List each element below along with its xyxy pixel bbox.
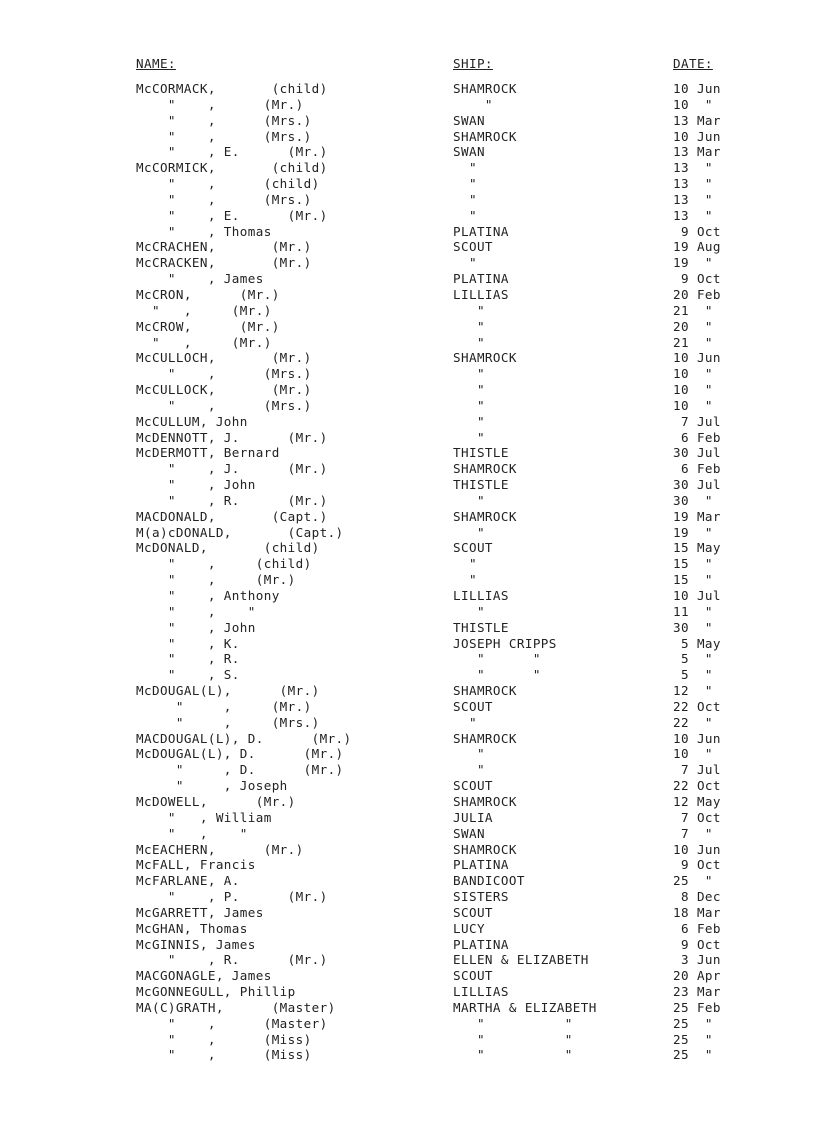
- table-row: [136, 335, 736, 351]
- ship-cell: BANDICOOT: [453, 873, 525, 889]
- table-row: [136, 461, 736, 477]
- date-cell: 8 Dec: [673, 889, 721, 905]
- table-row: [136, 794, 736, 810]
- name-cell: " , P. (Mr.): [136, 889, 328, 905]
- table-row: [136, 572, 736, 588]
- name-cell: MACDONALD, (Capt.): [136, 508, 328, 524]
- date-cell: 25 ": [673, 1047, 713, 1063]
- name-cell: " , John: [136, 619, 256, 635]
- date-cell: 10 Jul: [673, 588, 721, 603]
- name-cell: MA(C)GRATH, (Master): [136, 999, 336, 1015]
- date-cell: 18 Mar: [673, 904, 721, 920]
- table-row: [136, 1047, 736, 1063]
- name-cell: " , (Mr.): [136, 302, 272, 318]
- ship-cell: PLATINA: [453, 271, 509, 287]
- name-cell: " , (Mr.): [136, 572, 296, 588]
- name-cell: " , Anthony: [136, 588, 280, 603]
- ship-cell: ": [453, 176, 477, 192]
- table-row: [136, 604, 736, 620]
- ship-cell: SWAN: [453, 144, 485, 160]
- table-row: [136, 414, 736, 430]
- name-cell: M(a)cDONALD, (Capt.): [136, 524, 344, 540]
- name-cell: " , (Mrs.): [136, 191, 312, 207]
- table-row: [136, 636, 736, 652]
- date-cell: 30 ": [673, 492, 713, 508]
- name-cell: McFALL, Francis: [136, 857, 256, 873]
- table-row: [136, 319, 736, 335]
- name-cell: " , ": [136, 603, 256, 619]
- name-cell: McCORMACK, (child): [136, 81, 328, 96]
- date-cell: 11 ": [673, 603, 713, 619]
- table-row: [136, 905, 736, 921]
- table-row: [136, 683, 736, 699]
- table-row: [136, 208, 736, 224]
- ship-cell: ": [453, 96, 493, 112]
- ship-cell: JULIA: [453, 809, 493, 825]
- table-row: [136, 192, 736, 208]
- ship-cell: " ": [453, 1015, 573, 1031]
- ship-cell: PLATINA: [453, 223, 509, 239]
- ship-cell: MARTHA & ELIZABETH: [453, 999, 597, 1015]
- ship-cell: SCOUT: [453, 778, 493, 794]
- date-cell: 7 Jul: [673, 413, 721, 429]
- name-cell: " , (Mrs.): [136, 714, 320, 730]
- date-cell: 19 Aug: [673, 239, 721, 255]
- ship-cell: ": [453, 556, 477, 572]
- ship-cell: ": [453, 746, 485, 762]
- table-row: [136, 350, 736, 366]
- ship-cell: ": [453, 191, 477, 207]
- date-cell: 7 Oct: [673, 809, 721, 825]
- ship-cell: PLATINA: [453, 857, 509, 873]
- name-cell: McGINNIS, James: [136, 936, 256, 952]
- table-body: [136, 81, 736, 1063]
- ship-cell: THISTLE: [453, 619, 509, 635]
- date-cell: 13 ": [673, 160, 713, 176]
- name-cell: " , J. (Mr.): [136, 461, 328, 477]
- table-row: [136, 113, 736, 129]
- date-cell: 25 ": [673, 1031, 713, 1047]
- ship-cell: THISTLE: [453, 477, 509, 493]
- name-cell: McCULLUM, John: [136, 413, 248, 429]
- name-cell: " , D. (Mr.): [136, 762, 344, 778]
- name-cell: " , (Miss): [136, 1031, 312, 1047]
- ship-cell: SHAMROCK: [453, 350, 517, 366]
- table-row: [136, 540, 736, 556]
- ship-cell: SHAMROCK: [453, 508, 517, 524]
- ship-cell: JOSEPH CRIPPS: [453, 635, 557, 651]
- ship-cell: " ": [453, 1031, 573, 1047]
- table-row: [136, 239, 736, 255]
- ship-cell: SHAMROCK: [453, 81, 517, 96]
- date-cell: 23 Mar: [673, 984, 721, 1000]
- name-cell: " , (Mr.): [136, 96, 304, 112]
- ship-cell: ELLEN & ELIZABETH: [453, 952, 589, 968]
- name-cell: " , R. (Mr.): [136, 492, 328, 508]
- date-cell: 7 Jul: [673, 762, 721, 778]
- ship-cell: ": [453, 429, 485, 445]
- name-header: NAME:: [136, 56, 176, 71]
- table-row: [136, 271, 736, 287]
- name-cell: " , R. (Mr.): [136, 952, 328, 968]
- name-cell: " , (Mrs.): [136, 366, 312, 382]
- ship-cell: LUCY: [453, 920, 485, 936]
- table-row: [136, 509, 736, 525]
- table-row: [136, 129, 736, 145]
- date-cell: 22 Oct: [673, 778, 721, 794]
- table-row: [136, 398, 736, 414]
- date-cell: 19 Mar: [673, 508, 721, 524]
- ship-cell: ": [453, 207, 477, 223]
- name-cell: " , K.: [136, 635, 240, 651]
- ship-cell: THISTLE: [453, 445, 509, 461]
- ship-cell: ": [453, 762, 485, 778]
- table-row: [136, 826, 736, 842]
- date-cell: 9 Oct: [673, 271, 721, 287]
- name-cell: " , ": [136, 825, 248, 841]
- date-cell: 25 ": [673, 873, 713, 889]
- table-row: [136, 1000, 736, 1016]
- table-row: [136, 921, 736, 937]
- name-cell: " , Thomas: [136, 223, 272, 239]
- table-row: [136, 525, 736, 541]
- name-cell: " , (Mrs.): [136, 112, 312, 128]
- table-row: [136, 1016, 736, 1032]
- date-cell: 30 ": [673, 619, 713, 635]
- date-cell: 30 Jul: [673, 445, 721, 461]
- date-cell: 15 ": [673, 556, 713, 572]
- ship-cell: PLATINA: [453, 936, 509, 952]
- date-cell: 12 May: [673, 793, 721, 809]
- table-row: [136, 715, 736, 731]
- name-cell: McDOWELL, (Mr.): [136, 793, 296, 809]
- ship-cell: LILLIAS: [453, 588, 509, 603]
- name-cell: McGARRETT, James: [136, 904, 264, 920]
- table-row: [136, 224, 736, 240]
- date-cell: 7 ": [673, 825, 713, 841]
- name-cell: McDONALD, (child): [136, 540, 320, 556]
- table-row: [136, 160, 736, 176]
- table-row: [136, 556, 736, 572]
- name-cell: MACDOUGAL(L), D. (Mr.): [136, 730, 352, 746]
- ship-cell: SHAMROCK: [453, 128, 517, 144]
- date-cell: 21 ": [673, 334, 713, 350]
- name-cell: McDOUGAL(L), D. (Mr.): [136, 746, 344, 762]
- date-cell: 13 ": [673, 207, 713, 223]
- ship-cell: ": [453, 524, 485, 540]
- date-cell: 15 May: [673, 540, 721, 556]
- table-row: [136, 746, 736, 762]
- name-cell: McGHAN, Thomas: [136, 920, 248, 936]
- table-row: [136, 97, 736, 113]
- name-cell: McEACHERN, (Mr.): [136, 841, 304, 857]
- date-cell: 20 Apr: [673, 968, 721, 984]
- ship-cell: SCOUT: [453, 540, 493, 556]
- name-cell: " , (child): [136, 556, 312, 572]
- date-cell: 15 ": [673, 572, 713, 588]
- date-cell: 13 ": [673, 176, 713, 192]
- ship-cell: " ": [453, 667, 541, 683]
- ship-cell: ": [453, 714, 477, 730]
- table-row: [136, 762, 736, 778]
- name-cell: McCRON, (Mr.): [136, 286, 280, 302]
- table-row: [136, 255, 736, 271]
- ship-cell: ": [453, 603, 485, 619]
- date-cell: 10 Jun: [673, 350, 721, 366]
- table-row: [136, 857, 736, 873]
- name-cell: McFARLANE, A.: [136, 873, 240, 889]
- ship-cell: LILLIAS: [453, 984, 509, 1000]
- date-cell: 10 ": [673, 366, 713, 382]
- date-cell: 5 ": [673, 651, 713, 667]
- name-cell: " , R.: [136, 651, 240, 667]
- ship-cell: SHAMROCK: [453, 841, 517, 857]
- table-row: [136, 778, 736, 794]
- ship-cell: LILLIAS: [453, 286, 509, 302]
- name-cell: " , (Mr.): [136, 334, 272, 350]
- date-cell: 13 ": [673, 191, 713, 207]
- table-row: [136, 889, 736, 905]
- date-cell: 22 ": [673, 714, 713, 730]
- date-header: DATE:: [673, 56, 713, 71]
- table-row: [136, 1032, 736, 1048]
- date-cell: 19 ": [673, 255, 713, 271]
- date-cell: 9 Oct: [673, 936, 721, 952]
- name-cell: " , E. (Mr.): [136, 144, 328, 160]
- ship-cell: SHAMROCK: [453, 730, 517, 746]
- table-row: [136, 731, 736, 747]
- name-cell: " , (child): [136, 176, 320, 192]
- ship-cell: ": [453, 334, 485, 350]
- ship-cell: " ": [453, 651, 541, 667]
- name-cell: McDERMOTT, Bernard: [136, 445, 280, 461]
- ship-cell: ": [453, 382, 485, 398]
- table-row: [136, 445, 736, 461]
- ship-cell: " ": [453, 1047, 573, 1063]
- table-row: [136, 873, 736, 889]
- table-row: [136, 81, 736, 97]
- table-row: [136, 493, 736, 509]
- name-cell: McDOUGAL(L), (Mr.): [136, 683, 320, 699]
- name-cell: " , S.: [136, 667, 240, 683]
- date-cell: 10 Jun: [673, 730, 721, 746]
- ship-cell: SISTERS: [453, 889, 509, 905]
- date-cell: 5 ": [673, 667, 713, 683]
- table-row: [136, 937, 736, 953]
- ship-cell: ": [453, 397, 485, 413]
- date-cell: 10 ": [673, 382, 713, 398]
- table-row: [136, 952, 736, 968]
- name-cell: " , E. (Mr.): [136, 207, 328, 223]
- ship-cell: SCOUT: [453, 904, 493, 920]
- table-row: [136, 477, 736, 493]
- table-row: [136, 287, 736, 303]
- ship-cell: SWAN: [453, 825, 485, 841]
- table-row: [136, 842, 736, 858]
- date-cell: 10 ": [673, 746, 713, 762]
- name-cell: " , (Mrs.): [136, 397, 312, 413]
- name-cell: " , John: [136, 477, 256, 493]
- date-cell: 9 Oct: [673, 857, 721, 873]
- ship-cell: SCOUT: [453, 239, 493, 255]
- table-row: [136, 651, 736, 667]
- date-cell: 25 ": [673, 1015, 713, 1031]
- passenger-list: [136, 56, 736, 1063]
- ship-cell: SWAN: [453, 112, 485, 128]
- table-row: [136, 303, 736, 319]
- table-row: [136, 176, 736, 192]
- name-cell: " , Joseph: [136, 778, 288, 794]
- ship-cell: ": [453, 318, 485, 334]
- name-cell: McDENNOTT, J. (Mr.): [136, 429, 328, 445]
- date-cell: 6 Feb: [673, 461, 721, 477]
- table-row: [136, 699, 736, 715]
- name-cell: " , (Mrs.): [136, 128, 312, 144]
- date-cell: 10 ": [673, 397, 713, 413]
- name-cell: MACGONAGLE, James: [136, 968, 272, 984]
- table-row: [136, 810, 736, 826]
- table-row: [136, 968, 736, 984]
- name-cell: " , (Miss): [136, 1047, 312, 1063]
- date-cell: 10 Jun: [673, 841, 721, 857]
- date-cell: 6 Feb: [673, 920, 721, 936]
- date-cell: 22 Oct: [673, 698, 721, 714]
- column-headers: [136, 56, 736, 73]
- date-cell: 5 May: [673, 635, 721, 651]
- ship-cell: ": [453, 492, 485, 508]
- name-cell: " , (Mr.): [136, 698, 312, 714]
- ship-cell: SCOUT: [453, 968, 493, 984]
- ship-cell: ": [453, 255, 477, 271]
- date-cell: 30 Jul: [673, 477, 721, 493]
- ship-cell: SHAMROCK: [453, 683, 517, 699]
- date-cell: 3 Jun: [673, 952, 721, 968]
- name-cell: McCORMICK, (child): [136, 160, 328, 176]
- date-cell: 6 Feb: [673, 429, 721, 445]
- date-cell: 10 ": [673, 96, 713, 112]
- name-cell: McCROW, (Mr.): [136, 318, 280, 334]
- ship-cell: SCOUT: [453, 698, 493, 714]
- date-cell: 19 ": [673, 524, 713, 540]
- date-cell: 20 ": [673, 318, 713, 334]
- table-row: [136, 984, 736, 1000]
- name-cell: " , (Master): [136, 1015, 328, 1031]
- table-row: [136, 144, 736, 160]
- date-cell: 13 Mar: [673, 144, 721, 160]
- ship-cell: SHAMROCK: [453, 793, 517, 809]
- table-row: [136, 430, 736, 446]
- table-row: [136, 667, 736, 683]
- date-cell: 25 Feb: [673, 999, 721, 1015]
- ship-cell: ": [453, 160, 477, 176]
- name-cell: McCULLOCH, (Mr.): [136, 350, 312, 366]
- ship-cell: ": [453, 302, 485, 318]
- name-cell: " , James: [136, 271, 264, 287]
- name-cell: McGONNEGULL, Phillip: [136, 984, 296, 1000]
- name-cell: McCRACHEN, (Mr.): [136, 239, 312, 255]
- ship-cell: ": [453, 572, 477, 588]
- date-cell: 10 Jun: [673, 81, 721, 96]
- table-row: [136, 588, 736, 604]
- table-row: [136, 620, 736, 636]
- table-row: [136, 382, 736, 398]
- date-cell: 20 Feb: [673, 286, 721, 302]
- date-cell: 12 ": [673, 683, 713, 699]
- name-cell: McCRACKEN, (Mr.): [136, 255, 312, 271]
- date-cell: 21 ": [673, 302, 713, 318]
- ship-cell: ": [453, 413, 485, 429]
- date-cell: 13 Mar: [673, 112, 721, 128]
- ship-cell: ": [453, 366, 485, 382]
- name-cell: McCULLOCK, (Mr.): [136, 382, 312, 398]
- ship-cell: SHAMROCK: [453, 461, 517, 477]
- date-cell: 10 Jun: [673, 128, 721, 144]
- name-cell: " , William: [136, 809, 272, 825]
- ship-header: SHIP:: [453, 56, 493, 71]
- date-cell: 9 Oct: [673, 223, 721, 239]
- table-row: [136, 366, 736, 382]
